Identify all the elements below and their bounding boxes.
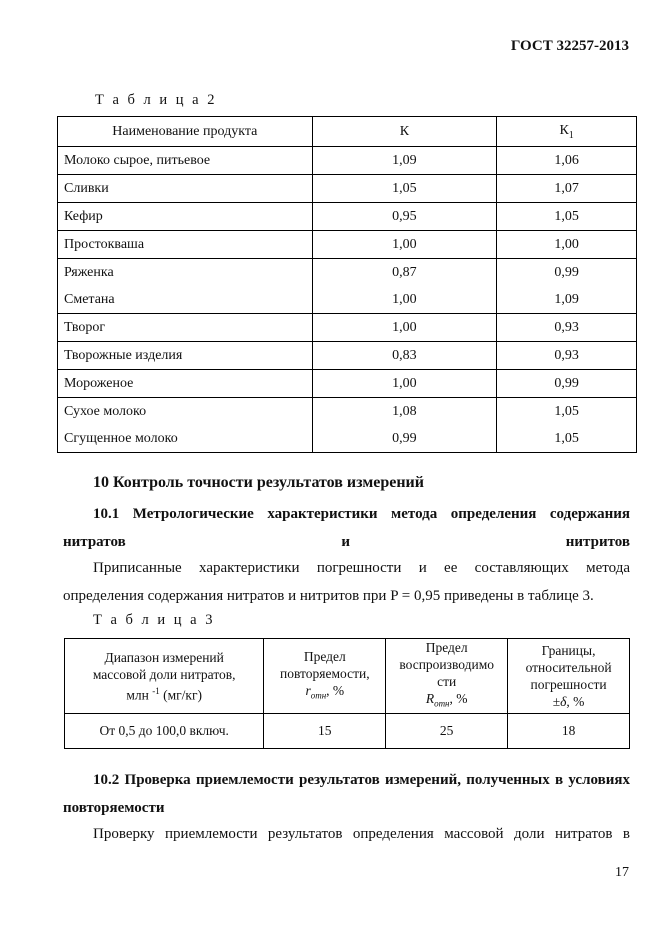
table-row <box>58 286 637 314</box>
table-cell: 1,05 <box>497 398 637 426</box>
table3 <box>64 638 630 749</box>
table3-header-error: Границы, относительной погрешности ±δ, % <box>508 639 630 714</box>
table-row <box>58 175 637 203</box>
table-cell: 25 <box>386 713 508 748</box>
section-10-2-text-body: Проверку приемлемости результатов определения массовой доли нитратов в <box>93 826 630 842</box>
table-cell: 1,00 <box>312 314 497 342</box>
table-cell: 1,05 <box>312 175 497 203</box>
table-cell: 0,95 <box>312 203 497 231</box>
section-10-1-title <box>63 500 630 556</box>
table3-header-row <box>65 639 630 714</box>
table-cell: 18 <box>508 713 630 748</box>
table-cell: 0,93 <box>497 342 637 370</box>
table2 <box>57 116 637 453</box>
table-cell: 1,06 <box>497 147 637 175</box>
table3-header-range: Диапазон измерений массовой доли нитратов, млн $^{-1}$ (мг/кг) <box>65 639 264 714</box>
table2-header: К <box>312 117 497 147</box>
table-cell: 0,99 <box>312 425 497 453</box>
table-row <box>58 342 637 370</box>
table-cell: 0,87 <box>312 259 497 287</box>
table2-header: Наименование продукта <box>58 117 313 147</box>
table-row <box>58 314 637 342</box>
section-10-1-text <box>63 554 630 610</box>
table2-header: $К_1$ <box>497 117 637 147</box>
table-cell: Сгущенное молоко <box>58 425 313 453</box>
table-cell: Сметана <box>58 286 313 314</box>
table-row <box>65 713 630 748</box>
table-cell: 0,83 <box>312 342 497 370</box>
section-10-title: 10 Контроль точности результатов измерений <box>93 474 424 491</box>
table-cell: Ряженка <box>58 259 313 287</box>
table-cell: Сливки <box>58 175 313 203</box>
table-cell: 1,07 <box>497 175 637 203</box>
table3-header-reproducibility: Предел воспроизводимо сти $R_{отн}$, % <box>386 639 508 714</box>
table-cell: 1,05 <box>497 425 637 453</box>
table-row <box>58 398 637 426</box>
table-row <box>58 231 637 259</box>
table-cell: Мороженое <box>58 370 313 398</box>
table-row <box>58 425 637 453</box>
table-cell: Творог <box>58 314 313 342</box>
table-row <box>58 370 637 398</box>
table-row <box>58 259 637 287</box>
table-cell: 1,05 <box>497 203 637 231</box>
section-10-2-title-text: 10.2 Проверка приемлемости результатов измерений, полученных в условиях повторяемости <box>63 772 630 816</box>
table-cell: 1,09 <box>497 286 637 314</box>
table-row <box>58 147 637 175</box>
table-cell: 1,09 <box>312 147 497 175</box>
section-10-1-title-text: 10.1 Метрологические характеристики метода определения содержания нитратов и нитритов <box>63 506 630 550</box>
table-cell: 1,00 <box>497 231 637 259</box>
table2-header-row <box>58 117 637 147</box>
table-cell: Молоко сырое, питьевое <box>58 147 313 175</box>
table-row <box>58 203 637 231</box>
section-10-1-text-body: Приписанные характеристики погрешности и ее составляющих метода определения содержания нитратов и нитритов при P = 0,95 приведены в таблице 3. <box>63 560 630 604</box>
table-cell: 1,00 <box>312 231 497 259</box>
table-cell: 1,00 <box>312 370 497 398</box>
table3-caption: Т а б л и ц а 3 <box>93 612 215 628</box>
table-cell: Творожные изделия <box>58 342 313 370</box>
table-cell: 1,00 <box>312 286 497 314</box>
document-header: ГОСТ 32257-2013 <box>510 38 629 54</box>
table-cell: Сухое молоко <box>58 398 313 426</box>
table2-caption: Т а б л и ц а 2 <box>95 92 217 108</box>
table-cell: 1,08 <box>312 398 497 426</box>
table-cell: 0,93 <box>497 314 637 342</box>
section-10-2-text <box>63 820 630 848</box>
table-cell: От 0,5 до 100,0 включ. <box>65 713 264 748</box>
page-number: 17 <box>615 865 629 880</box>
table-cell: Простокваша <box>58 231 313 259</box>
table-cell: 15 <box>264 713 386 748</box>
section-10-2-title <box>63 766 630 822</box>
table-cell: 0,99 <box>497 370 637 398</box>
table-cell: 0,99 <box>497 259 637 287</box>
table3-header-repeatability: Предел повторяемости, $r_{отн}$, % <box>264 639 386 714</box>
table-cell: Кефир <box>58 203 313 231</box>
